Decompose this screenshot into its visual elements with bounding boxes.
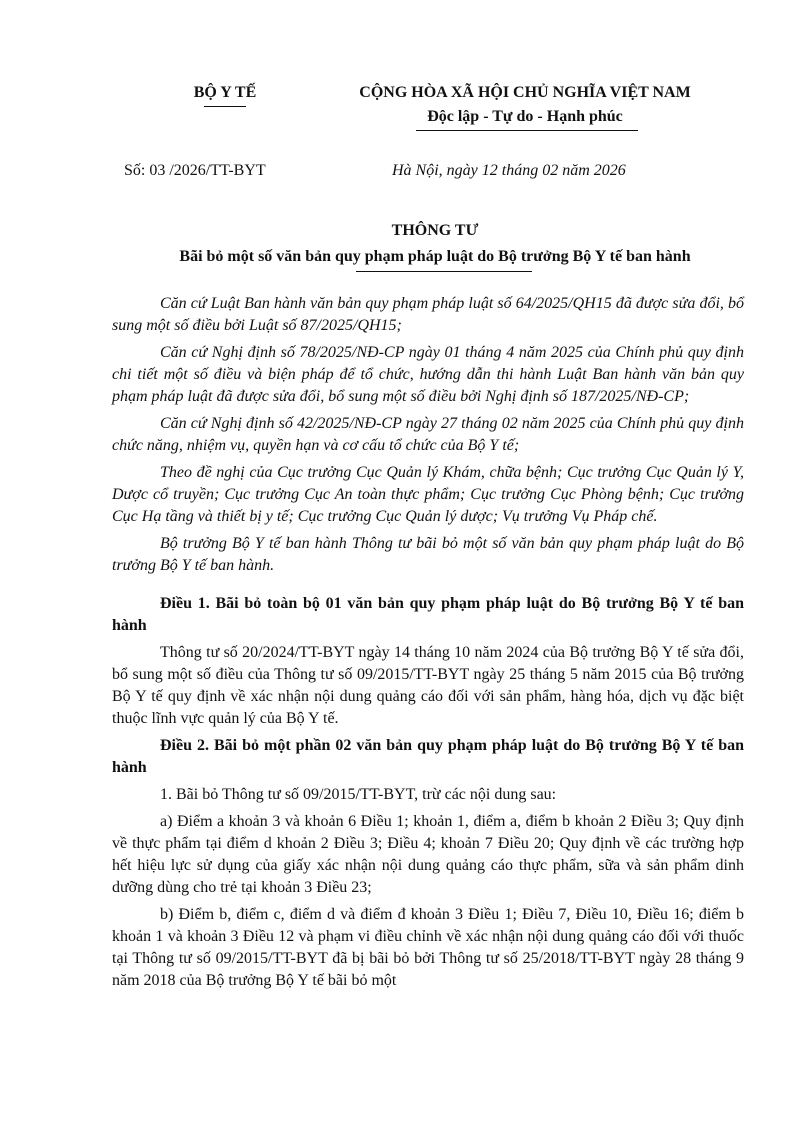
national-motto: Độc lập - Tự do - Hạnh phúc xyxy=(427,108,623,125)
agency-underline xyxy=(204,106,246,107)
motto-underline xyxy=(416,130,638,131)
preamble-clause: Theo đề nghị của Cục trưởng Cục Quản lý Khám, chữa bệnh; Cục trưởng Cục Quản lý Y, Dược cổ truyền; Cục trưởng Cục An toàn thực phẩm; Cục trưởng Cục Phòng bệnh; Cục trưởng Cục Hạ tầng và thiết bị y tế; Cục trưởng Cục Quản lý dược; Vụ trưởng Vụ Pháp chế. xyxy=(112,464,744,525)
country-name: CỘNG HÒA XÃ HỘI CHỦ NGHĨA VIỆT NAM xyxy=(359,84,691,101)
place-and-date: Hà Nội, ngày 12 tháng 02 năm 2026 xyxy=(392,162,626,179)
issuing-agency: BỘ Y TẾ xyxy=(193,84,257,101)
preamble-clause: Căn cứ Nghị định số 42/2025/NĐ-CP ngày 27 tháng 02 năm 2025 của Chính phủ quy định chức năng, nhiệm vụ, quyền hạn và cơ cấu tổ chức của Bộ Y tế; xyxy=(112,415,744,454)
article-2-item-a: a) Điểm a khoản 3 và khoản 6 Điều 1; khoản 1, điểm a, điểm b khoản 2 Điều 3; Quy định về thực phẩm tại điểm d khoản 2 Điều 3; Điều 4; khoản 7 Điều 20; Quy định về các trường hợp hết hiệu lực sử dụng của giấy xác nhận nội dung quảng cáo thực phẩm, sữa và sản phẩm dinh dưỡng dùng cho trẻ tại khoản 3 Điều 23; xyxy=(112,813,744,896)
national-header xyxy=(305,82,745,128)
preamble-clause: Căn cứ Nghị định số 78/2025/NĐ-CP ngày 01 tháng 4 năm 2025 của Chính phủ quy định chi tiết một số điều và biện pháp để tổ chức, hướng dẫn thi hành Luật Ban hành văn bản quy phạm pháp luật đã được sửa đổi, bổ sung một số điều bởi Nghị định số 187/2025/NĐ-CP; xyxy=(112,344,744,405)
document-type: THÔNG TƯ xyxy=(391,222,479,239)
document-number: Số: 03 /2026/TT-BYT xyxy=(124,162,266,179)
article-2-item-1: 1. Bãi bỏ Thông tư số 09/2015/TT-BYT, trừ các nội dung sau: xyxy=(160,786,557,803)
document-subject: Bãi bỏ một số văn bản quy phạm pháp luật do Bộ trưởng Bộ Y tế ban hành xyxy=(179,248,691,265)
preamble-clause: Căn cứ Luật Ban hành văn bản quy phạm pháp luật số 64/2025/QH15 đã được sửa đổi, bổ sung một số điều bởi Luật số 87/2025/QH15; xyxy=(112,295,744,334)
article-2-item-b: b) Điểm b, điểm c, điểm d và điểm đ khoản 3 Điều 1; Điều 7, Điều 10, Điều 16; điểm b khoản 1 và khoản 3 Điều 12 và phạm vi điều chỉnh về xác nhận nội dung quảng cáo đối với thuốc tại Thông tư số 09/2015/TT-BYT đã bị bãi bỏ bởi Thông tư số 25/2018/TT-BYT ngày 28 tháng 9 năm 2018 của Bộ trưởng Bộ Y tế bãi bỏ một xyxy=(112,906,744,989)
article-1-heading: Điều 1. Bãi bỏ toàn bộ 01 văn bản quy phạm pháp luật do Bộ trưởng Bộ Y tế ban hành xyxy=(112,595,744,634)
article-1-text: Thông tư số 20/2024/TT-BYT ngày 14 tháng 10 năm 2024 của Bộ trưởng Bộ Y tế sửa đổi, bổ sung một số điều của Thông tư số 09/2015/TT-BYT ngày 25 tháng 5 năm 2015 của Bộ trưởng Bộ Y tế quy định về xác nhận nội dung quảng cáo đối với sản phẩm, hàng hóa, dịch vụ đặc biệt thuộc lĩnh vực quản lý của Bộ Y tế. xyxy=(112,644,744,727)
preamble-clause: Bộ trưởng Bộ Y tế ban hành Thông tư bãi bỏ một số văn bản quy phạm pháp luật do Bộ trưởng Bộ Y tế ban hành. xyxy=(112,535,744,574)
document-title xyxy=(110,220,760,268)
article-2-heading: Điều 2. Bãi bỏ một phần 02 văn bản quy phạm pháp luật do Bộ trưởng Bộ Y tế ban hành xyxy=(112,737,744,776)
document-body xyxy=(112,293,744,997)
title-underline xyxy=(356,271,532,272)
